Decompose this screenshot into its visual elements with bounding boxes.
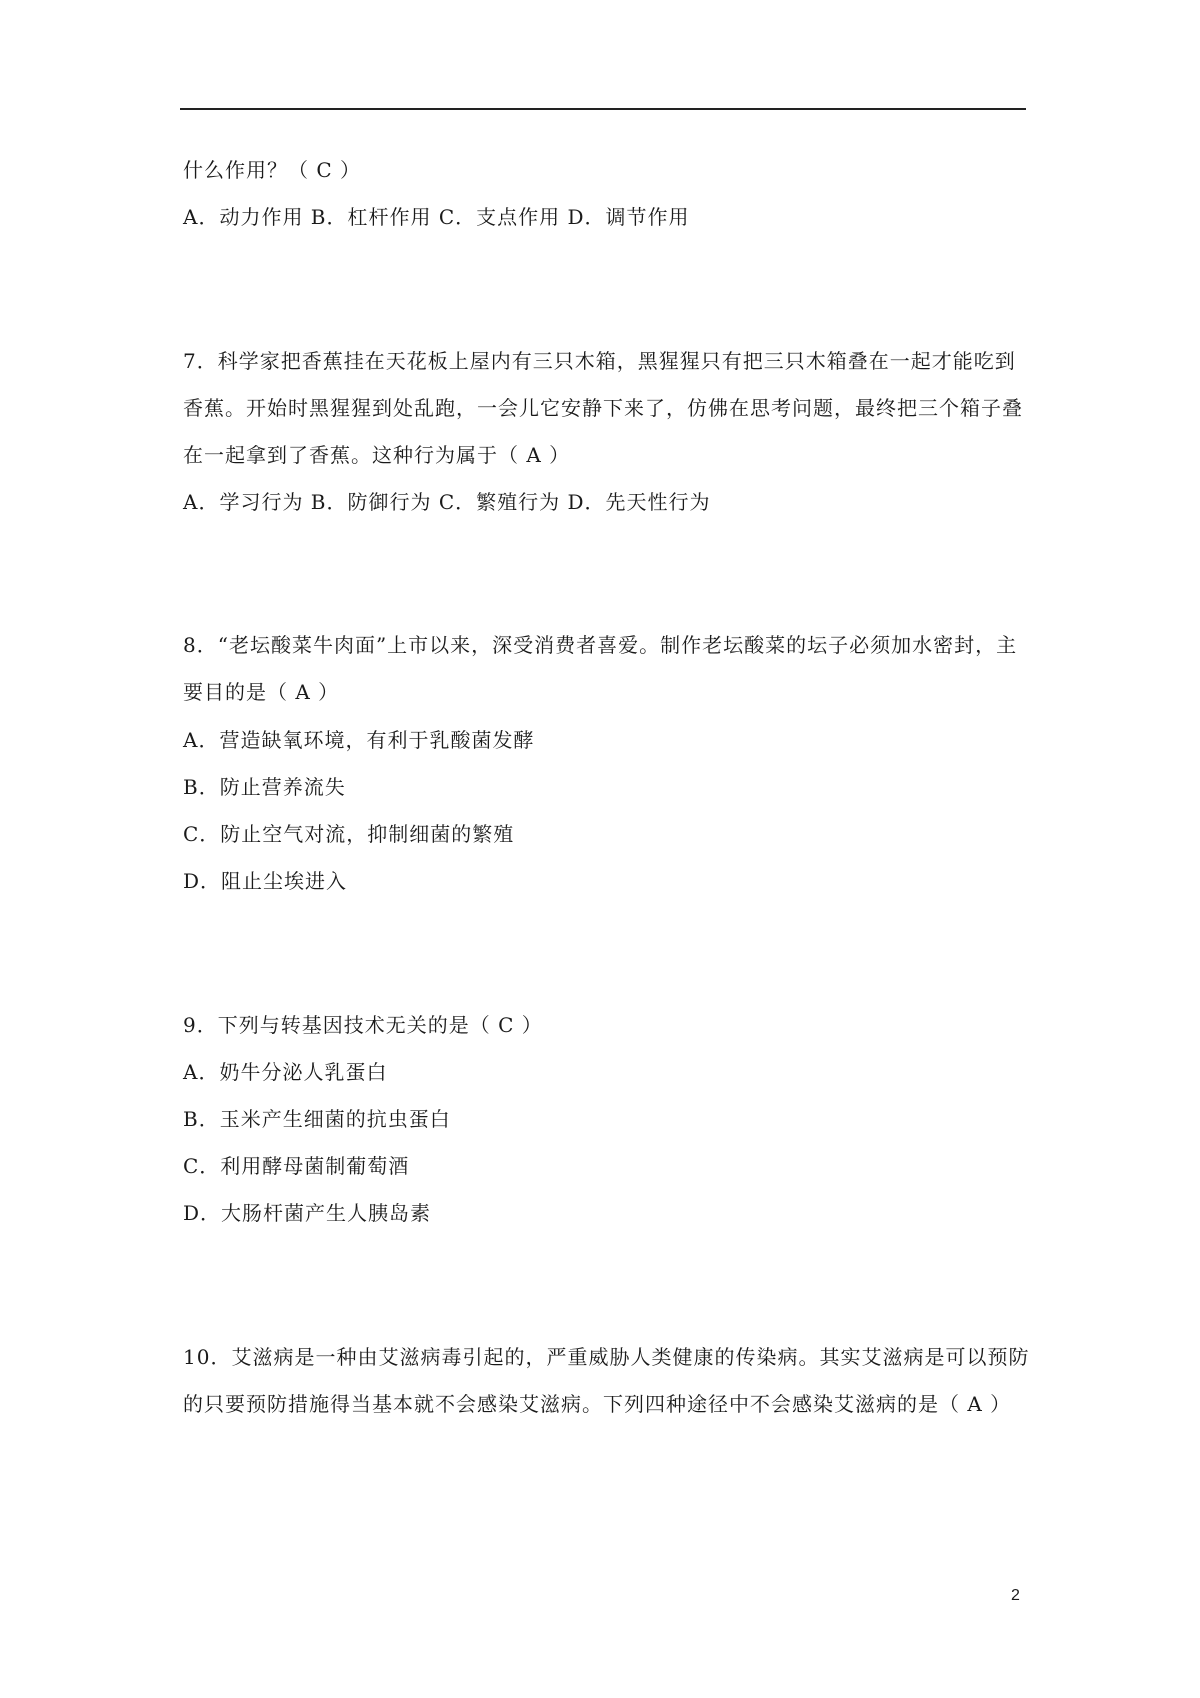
q7-stem-line3: 在一起拿到了香蕉。这种行为属于（ A ）: [183, 443, 571, 467]
q6-stem-continuation: 什么作用？（ C ）: [183, 158, 362, 182]
q9-stem: 9．下列与转基因技术无关的是（ C ）: [183, 1013, 543, 1037]
q8-option-b: B．防止营养流失: [183, 775, 346, 799]
header-rule: [180, 108, 1026, 110]
q7-stem-line2: 香蕉。开始时黑猩猩到处乱跑，一会儿它安静下来了，仿佛在思考问题，最终把三个箱子叠: [183, 396, 1023, 420]
q10-stem-line1: 10．艾滋病是一种由艾滋病毒引起的，严重威胁人类健康的传染病。其实艾滋病是可以预防: [183, 1345, 1030, 1369]
q8-option-a: A．营造缺氧环境，有利于乳酸菌发酵: [183, 728, 535, 752]
q6-options: A．动力作用 B．杠杆作用 C．支点作用 D．调节作用: [183, 205, 690, 229]
q9-option-b: B．玉米产生细菌的抗虫蛋白: [183, 1107, 451, 1131]
q8-option-c: C．防止空气对流，抑制细菌的繁殖: [183, 822, 515, 846]
q10-stem-line2: 的只要预防措施得当基本就不会感染艾滋病。下列四种途径中不会感染艾滋病的是（ A ）: [183, 1392, 1012, 1416]
q8-option-d: D．阻止尘埃进入: [183, 869, 348, 893]
q7-stem-line1: 7．科学家把香蕉挂在天花板上屋内有三只木箱，黑猩猩只有把三只木箱叠在一起才能吃到: [183, 349, 1016, 373]
q9-option-a: A．奶牛分泌人乳蛋白: [183, 1060, 388, 1084]
page-number: 2: [1011, 1587, 1020, 1604]
q9-option-c: C．利用酵母菌制葡萄酒: [183, 1154, 410, 1178]
q8-stem-line2: 要目的是（ A ）: [183, 680, 340, 704]
q8-stem-line1: 8．“老坛酸菜牛肉面”上市以来，深受消费者喜爱。制作老坛酸菜的坛子必须加水密封，主: [183, 633, 1018, 657]
q7-options: A．学习行为 B．防御行为 C．繁殖行为 D．先天性行为: [183, 490, 711, 514]
q9-option-d: D．大肠杆菌产生人胰岛素: [183, 1201, 432, 1225]
